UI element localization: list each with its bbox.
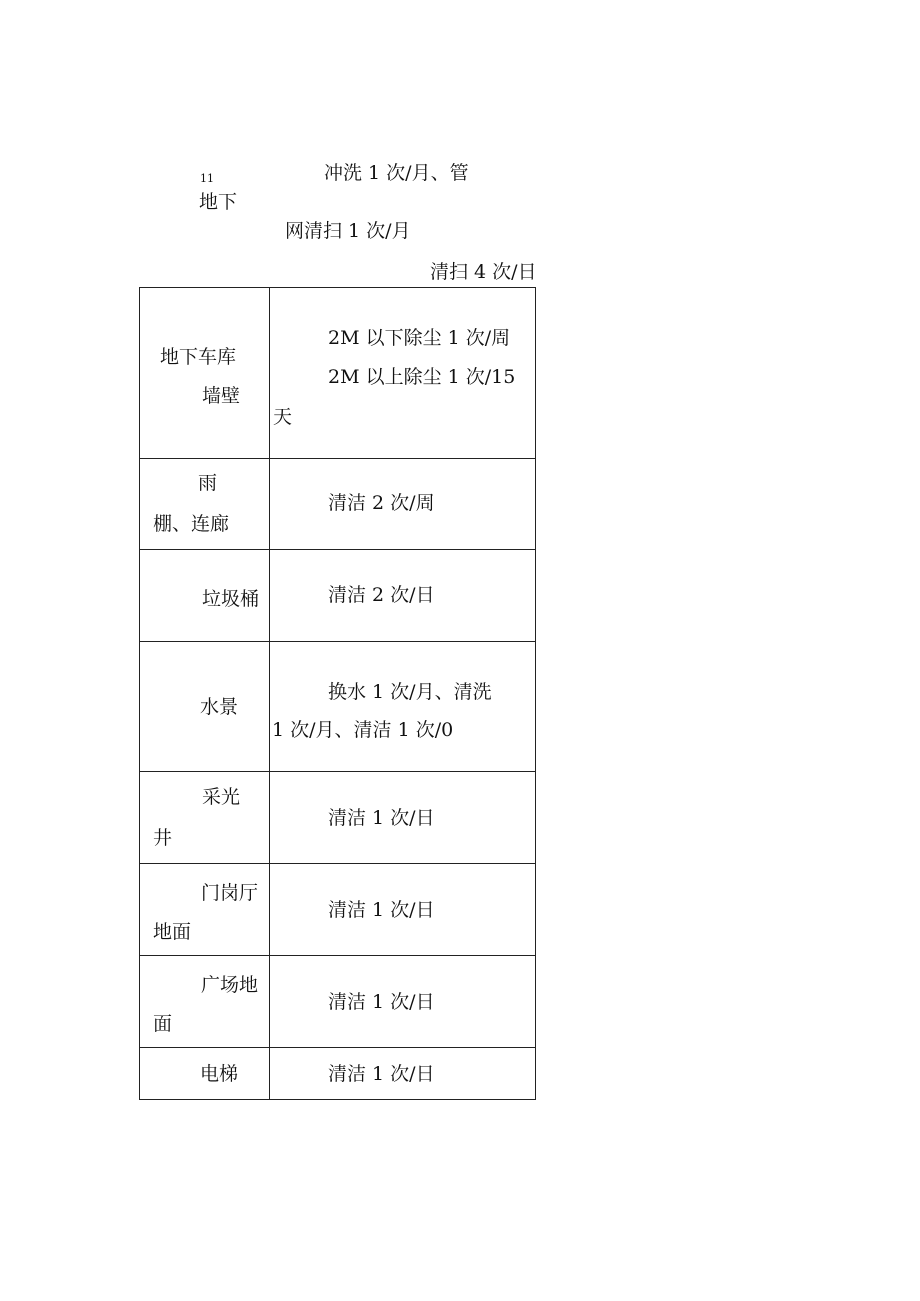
area-cell — [140, 772, 270, 864]
area-cell — [140, 956, 270, 1048]
frequency-text: 清洁 1 次/日 — [328, 991, 435, 1013]
frequency-cell — [270, 642, 536, 772]
frequency-text: 清洁 1 次/日 — [328, 899, 435, 921]
table-row — [140, 864, 536, 956]
frequency-cell — [270, 550, 536, 642]
area-text: 面 — [153, 1013, 173, 1035]
frequency-text: 1 次/月、清洁 1 次/0 — [272, 719, 454, 741]
area-text: 地面 — [153, 921, 192, 943]
area-text: 广场地 — [201, 974, 259, 996]
frequency-line-1: 冲洗 1 次/月、管 — [324, 162, 469, 184]
frequency-cell — [270, 288, 536, 459]
table-row — [140, 550, 536, 642]
area-cell — [140, 864, 270, 956]
cleaning-schedule-table — [139, 287, 536, 1100]
table-row — [140, 772, 536, 864]
frequency-text: 2M 以上除尘 1 次/15 — [328, 366, 516, 388]
area-text: 墙壁 — [202, 385, 241, 407]
area-cell — [140, 642, 270, 772]
frequency-cell — [270, 772, 536, 864]
area-cell — [140, 459, 270, 550]
area-cell — [140, 288, 270, 459]
area-text: 采光 — [202, 786, 241, 808]
area-text: 地下车库 — [160, 346, 237, 368]
table-row — [140, 956, 536, 1048]
frequency-text: 天 — [273, 406, 293, 428]
area-text: 垃圾桶 — [202, 588, 260, 610]
area-text: 电梯 — [200, 1063, 239, 1085]
table-row — [140, 1048, 536, 1100]
frequency-text: 清洁 2 次/周 — [328, 492, 435, 514]
frequency-line-2: 网清扫 1 次/月 — [285, 220, 411, 242]
frequency-text: 清洁 2 次/日 — [328, 584, 435, 606]
area-text: 井 — [153, 827, 173, 849]
table-row — [140, 288, 536, 459]
frequency-text: 清洁 1 次/日 — [328, 807, 435, 829]
frequency-text: 清洁 1 次/日 — [328, 1063, 435, 1085]
table-row — [140, 459, 536, 550]
area-cell — [140, 1048, 270, 1100]
frequency-text: 换水 1 次/月、清洗 — [328, 681, 492, 703]
frequency-cell — [270, 1048, 536, 1100]
table-row — [140, 642, 536, 772]
area-text: 棚、连廊 — [153, 513, 230, 535]
frequency-cell — [270, 459, 536, 550]
area-text: 水景 — [200, 696, 239, 718]
frequency-text: 2M 以下除尘 1 次/周 — [328, 327, 511, 349]
page-number: 11 — [200, 172, 214, 185]
location-label: 地下 — [199, 191, 238, 213]
frequency-line-3: 清扫 4 次/日 — [430, 261, 537, 283]
frequency-cell — [270, 864, 536, 956]
frequency-cell — [270, 956, 536, 1048]
area-text: 门岗厅 — [201, 882, 259, 904]
area-cell — [140, 550, 270, 642]
area-text: 雨 — [198, 472, 218, 494]
